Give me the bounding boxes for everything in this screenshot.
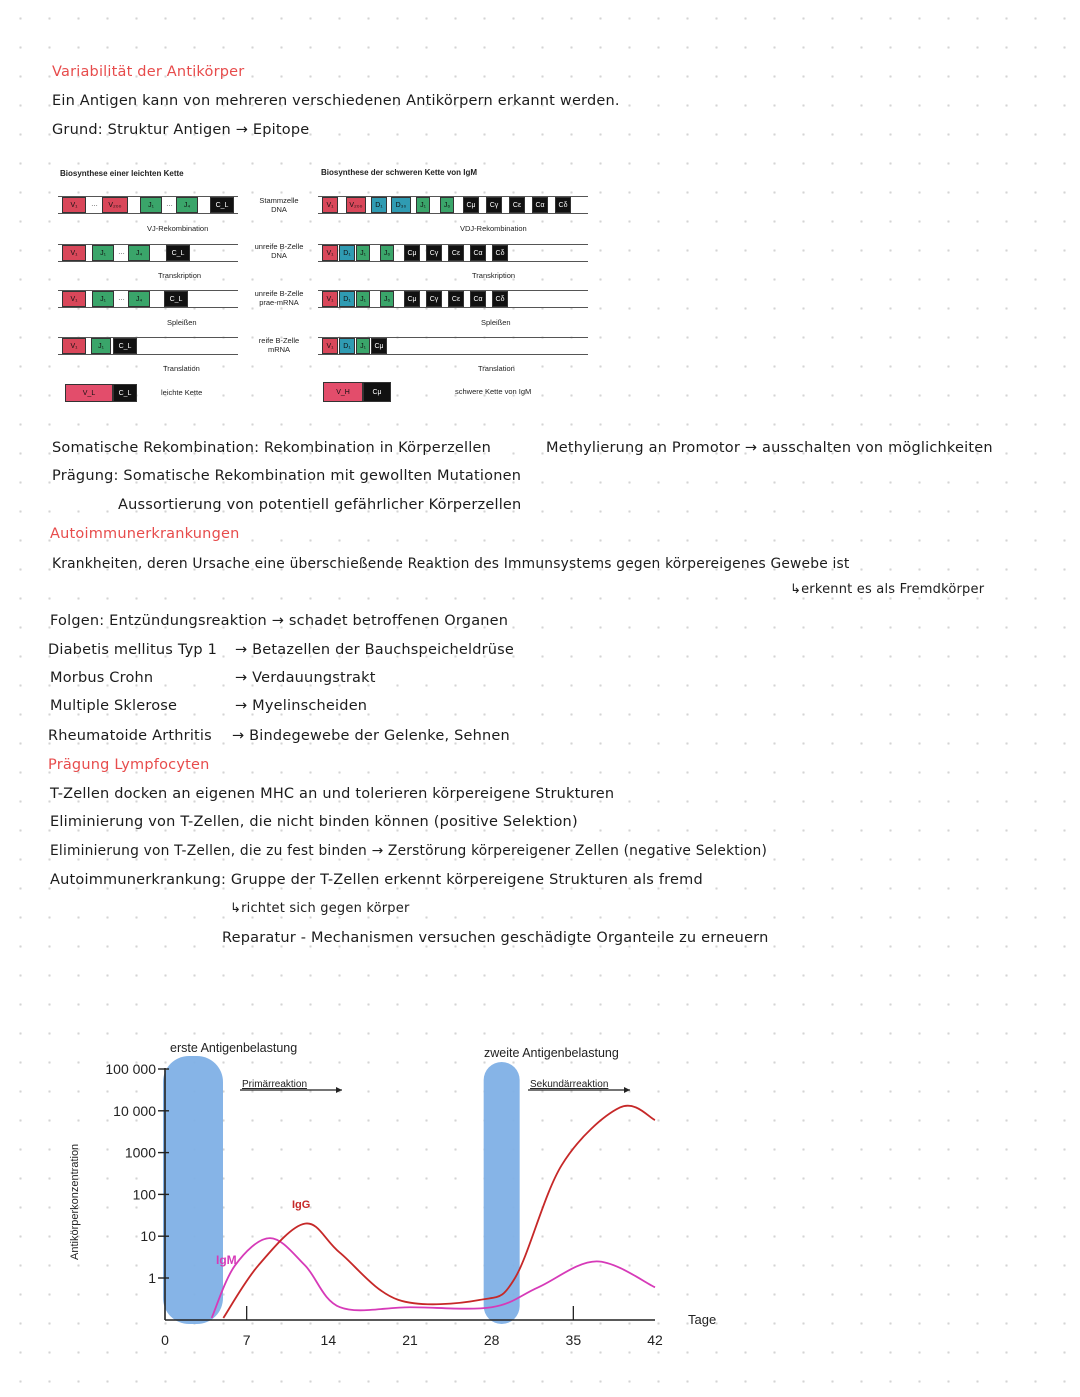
seg-j4: J₄ bbox=[128, 291, 150, 307]
heavy-chain-protein bbox=[323, 382, 391, 402]
secondary-arrowhead bbox=[624, 1087, 630, 1093]
seg-cgamma: Cγ bbox=[426, 291, 442, 307]
left-strand-pre-mrna bbox=[58, 290, 238, 308]
x-tick-label: 0 bbox=[161, 1332, 169, 1348]
y-axis-label: Antikörperkonzentration bbox=[69, 1143, 81, 1260]
note-line: Grund: Struktur Antigen → Epitope bbox=[52, 122, 310, 138]
y-tick-label: 100 bbox=[132, 1186, 156, 1203]
right-strand-dna bbox=[318, 196, 588, 214]
y-tick-label: 1 bbox=[148, 1270, 156, 1286]
heading-variability: Variabilität der Antikörper bbox=[52, 64, 245, 80]
left-diagram-title: Biosynthese einer leichten Kette bbox=[60, 169, 184, 178]
disease-name: Diabetis mellitus Typ 1 bbox=[48, 642, 218, 658]
heading-lymphocytes: Prägung Lympfocyten bbox=[48, 757, 210, 773]
seg-cl: C_L bbox=[164, 291, 188, 307]
x-tick-label: 7 bbox=[242, 1332, 251, 1348]
step-label: Translation bbox=[478, 364, 515, 373]
igm-label: IgM bbox=[216, 1253, 237, 1267]
x-tick-label: 28 bbox=[483, 1332, 500, 1348]
seg-cmu: Cμ bbox=[363, 382, 391, 402]
seg-j1: J₁ bbox=[356, 338, 370, 354]
seg-j4: J₄ bbox=[176, 197, 198, 213]
seg-v1: V₁ bbox=[322, 291, 338, 307]
stage-label: unreife B-Zelle prae-mRNA bbox=[254, 289, 304, 307]
biosynthesis-diagram bbox=[55, 160, 595, 410]
seg-j1: J₁ bbox=[91, 338, 111, 354]
seg-d30: D₃₀ bbox=[391, 197, 411, 213]
seg-v1: V₁ bbox=[322, 197, 338, 213]
seg-ceps: Cε bbox=[448, 291, 464, 307]
left-strand-mrna bbox=[58, 337, 238, 355]
seg-ceps: Cε bbox=[509, 197, 525, 213]
seg-j6: J₆ bbox=[380, 245, 394, 261]
stage-label: Stammzelle DNA bbox=[259, 196, 299, 214]
seg-cl: C_L bbox=[166, 245, 190, 261]
seg-dots: … bbox=[91, 201, 98, 208]
left-product-label: leichte Kette bbox=[161, 388, 203, 397]
seg-cdelta: Cδ bbox=[492, 245, 508, 261]
y-tick-label: 10 bbox=[140, 1228, 156, 1245]
seg-v1: V₁ bbox=[62, 291, 86, 307]
seg-cmu: Cμ bbox=[463, 197, 479, 213]
disease-effect: → Myelinscheiden bbox=[235, 698, 368, 714]
annotation-first-exposure: erste Antigenbelastung bbox=[170, 1041, 298, 1055]
x-tick-label: 42 bbox=[647, 1332, 663, 1348]
seg-j1: J₁ bbox=[140, 197, 162, 213]
heading-autoimmune: Autoimmunerkrankungen bbox=[50, 526, 240, 542]
step-label: Spleißen bbox=[481, 318, 511, 327]
note-line: Autoimmunerkrankung: Gruppe der T-Zellen erkennt körpereigene Strukturen als fremd bbox=[50, 872, 703, 888]
step-label: Translation bbox=[163, 364, 200, 373]
seg-ceps: Cε bbox=[448, 245, 464, 261]
seg-cdelta: Cδ bbox=[492, 291, 508, 307]
note-line: T-Zellen docken an eigenen MHC an und tolerieren körpereigene Strukturen bbox=[50, 786, 615, 802]
note-line: Folgen: Entzündungsreaktion → schadet betroffenen Organen bbox=[50, 613, 509, 629]
right-strand-immature-dna bbox=[318, 244, 588, 262]
note-line: Prägung: Somatische Rekombination mit gewollten Mutationen bbox=[52, 468, 522, 484]
seg-j1: J₁ bbox=[416, 197, 430, 213]
seg-v1: V₁ bbox=[62, 197, 86, 213]
right-diagram-title: Biosynthese der schweren Kette von IgM bbox=[321, 168, 478, 177]
seg-cmu: Cμ bbox=[371, 338, 387, 354]
y-tick-label: 100 000 bbox=[105, 1061, 156, 1077]
note-line: Somatische Rekombination: Rekombination in Körperzellen bbox=[52, 440, 491, 456]
seg-cgamma: Cγ bbox=[486, 197, 502, 213]
annotation-secondary: Sekundärreaktion bbox=[530, 1079, 609, 1090]
note-line: Eliminierung von T-Zellen, die zu fest binden → Zerstörung körpereigener Zellen (negative Selektion) bbox=[50, 843, 768, 859]
seg-j6: J₆ bbox=[380, 291, 394, 307]
disease-name: Multiple Sklerose bbox=[50, 698, 178, 714]
seg-vl: V_L bbox=[65, 384, 113, 402]
step-label: Transkription bbox=[158, 271, 202, 280]
seg-v1: V₁ bbox=[322, 245, 338, 261]
antibody-concentration-chart bbox=[0, 1010, 1080, 1370]
note-line: Aussortierung von potentiell gefährlicher Körperzellen bbox=[118, 497, 522, 513]
stage-label: reife B-Zelle mRNA bbox=[258, 336, 300, 354]
right-strand-pre-mrna bbox=[318, 290, 588, 308]
disease-name: Morbus Crohn bbox=[50, 670, 154, 686]
note-line: Reparatur - Mechanismen versuchen geschädigte Organteile zu erneuern bbox=[222, 930, 769, 946]
seg-v1: V₁ bbox=[62, 245, 86, 261]
step-label: Spleißen bbox=[167, 318, 197, 327]
seg-calpha: Cα bbox=[470, 245, 486, 261]
disease-effect: → Bindegewebe der Gelenke, Sehnen bbox=[232, 728, 510, 744]
seg-j6: J₆ bbox=[440, 197, 454, 213]
note-line: ↳erkennt es als Fremdkörper bbox=[790, 582, 985, 597]
seg-dots: … bbox=[166, 201, 173, 208]
x-tick-label: 21 bbox=[402, 1332, 418, 1348]
y-tick-label: 10 000 bbox=[113, 1102, 156, 1119]
right-product-label: schwere Kette von IgM bbox=[455, 387, 532, 396]
y-tick-label: 1000 bbox=[124, 1144, 156, 1161]
step-label: VJ-Rekombination bbox=[147, 224, 209, 233]
seg-d1: D₁ bbox=[371, 197, 387, 213]
antigen-exposure-1 bbox=[163, 1056, 223, 1324]
seg-dots: … bbox=[118, 249, 125, 256]
right-strand-mrna bbox=[318, 337, 588, 355]
seg-j1: J₁ bbox=[92, 245, 114, 261]
x-axis-label: Tage bbox=[688, 1312, 717, 1327]
seg-v200: V₂₀₀ bbox=[346, 197, 366, 213]
seg-vh: V_H bbox=[323, 382, 363, 402]
step-label: Transkription bbox=[472, 271, 516, 280]
seg-calpha: Cα bbox=[470, 291, 486, 307]
note-line: Krankheiten, deren Ursache eine überschießende Reaktion des Immunsystems gegen körpereigenes Gewebe ist bbox=[52, 556, 850, 572]
annotation-primary: Primärreaktion bbox=[242, 1079, 308, 1090]
left-strand-immature-dna bbox=[58, 244, 238, 262]
antigen-exposure-2 bbox=[484, 1062, 520, 1324]
note-line: Eliminierung von T-Zellen, die nicht binden können (positive Selektion) bbox=[50, 814, 578, 830]
seg-d1: D₁ bbox=[339, 245, 355, 261]
igg-label: IgG bbox=[292, 1199, 311, 1211]
note-line: Ein Antigen kann von mehreren verschiedenen Antikörpern erkannt werden. bbox=[52, 93, 620, 109]
seg-v1: V₁ bbox=[62, 338, 86, 354]
seg-d1: D₁ bbox=[339, 338, 355, 354]
light-chain-protein bbox=[65, 384, 137, 402]
seg-j1: J₁ bbox=[92, 291, 114, 307]
disease-name: Rheumatoide Arthritis bbox=[48, 728, 212, 744]
series-igm bbox=[212, 1238, 655, 1318]
seg-v1: V₁ bbox=[322, 338, 338, 354]
seg-cl: C_L bbox=[113, 384, 137, 402]
seg-cl: C_L bbox=[113, 338, 137, 354]
primary-arrowhead bbox=[336, 1087, 342, 1093]
annotation-second-exposure: zweite Antigenbelastung bbox=[484, 1046, 619, 1060]
seg-cgamma: Cγ bbox=[426, 245, 442, 261]
note-line: Methylierung an Promotor → ausschalten von möglichkeiten bbox=[546, 440, 993, 456]
seg-v200: V₂₀₀ bbox=[102, 197, 128, 213]
stage-label: unreife B-Zelle DNA bbox=[254, 242, 304, 260]
seg-calpha: Cα bbox=[532, 197, 548, 213]
seg-j1: J₁ bbox=[356, 291, 370, 307]
seg-j4: J₄ bbox=[128, 245, 150, 261]
seg-cl: C_L bbox=[210, 197, 234, 213]
disease-effect: → Verdauungstrakt bbox=[235, 670, 376, 686]
seg-cdelta: Cδ bbox=[555, 197, 571, 213]
note-line: ↳richtet sich gegen körper bbox=[230, 901, 410, 916]
disease-effect: → Betazellen der Bauchspeicheldrüse bbox=[235, 642, 515, 658]
x-tick-label: 35 bbox=[565, 1332, 582, 1348]
left-strand-dna bbox=[58, 196, 238, 214]
seg-cmu: Cμ bbox=[404, 291, 420, 307]
x-tick-label: 14 bbox=[320, 1332, 337, 1348]
step-label: VDJ-Rekombination bbox=[460, 224, 527, 233]
series-igg bbox=[223, 1106, 655, 1318]
seg-dots: … bbox=[118, 295, 125, 302]
seg-j1: J₁ bbox=[356, 245, 370, 261]
seg-cmu: Cμ bbox=[404, 245, 420, 261]
seg-d1: D₁ bbox=[339, 291, 355, 307]
